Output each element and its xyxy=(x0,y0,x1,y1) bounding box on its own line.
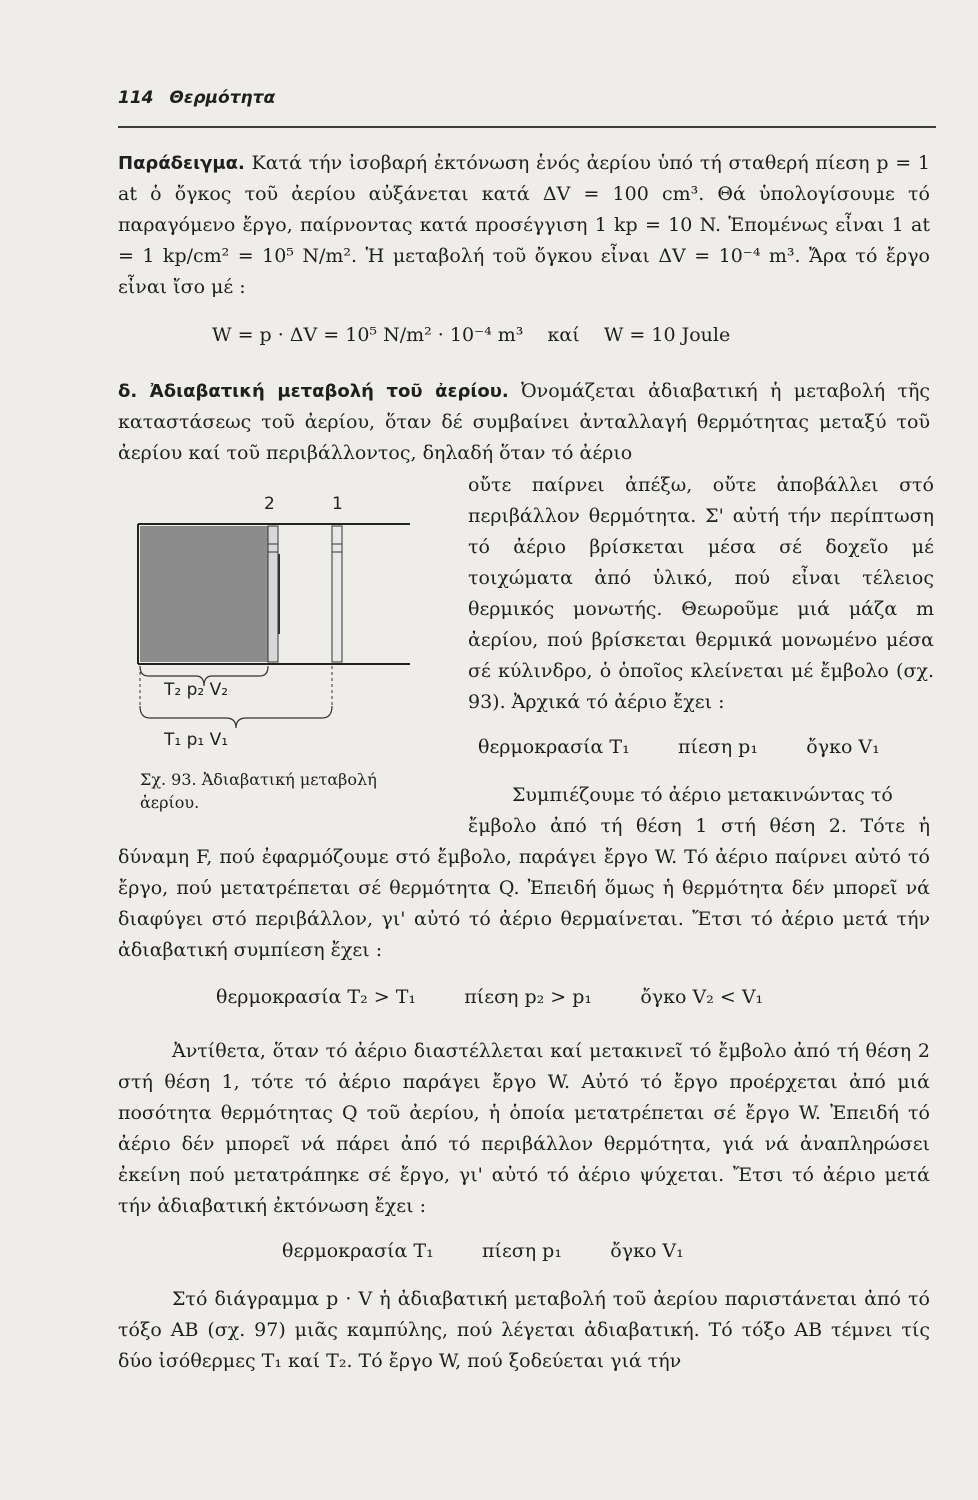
expansion-paragraph: Ἀντίθετα, ὅταν τό ἀέριο διαστέλλεται καί μετακινεῖ τό ἔμβολο ἀπό τή θέση 2 στή θέση 1, τότε τό ἀέριο παράγει ἔργο W. Αὐτό τό ἔργο προέρχεται ἀπό μιά ποσότητα θερμότητας Q τοῦ ἀερίου, ἡ ὁποία μετατρέπεται σέ ἔργο W. Ἐπειδή τό ἀέριο δέν μπορεῖ νά πάρει ἀπό τό περιβάλλον θερμότητα, γιά νά ἀναπληρώσει ἐκείνη πού μετατράπηκε σέ ἔργο, γι' αὐτό τό ἀέριο ψύχεται. Ἔτσι τό ἀέριο μετά τήν ἀδιαβατική ἐκτόνωση ἔχει : xyxy=(118,1040,930,1217)
header-rule xyxy=(118,126,936,128)
cylinder-diagram xyxy=(134,494,424,762)
example-text: Κατά τήν ἰσοβαρή ἐκτόνωση ἑνός ἀερίου ὑπό τή σταθερή πίεση p = 1 at ὁ ὄγκος τοῦ ἀερίου αὐξάνεται κατά ΔV = 100 cm³. Θά ὑπολογίσουμε τό παραγόμενο ἔργο, παίρνοντας κατά προσέγγιση 1 kp = 10 N. Ἑπομένως εἶναι 1 at = 1 kp/cm² = 10⁵ N/m². Ἡ μεταβολή τοῦ ὄγκου εἶναι ΔV = 10⁻⁴ m³. Ἄρα τό ἔργο εἶναι ἴσο μέ : xyxy=(118,152,930,298)
adiabatic-intro xyxy=(118,376,930,469)
diagram-paragraph: Στό διάγραμμα p · V ἡ ἀδιαβατική μεταβολή τοῦ ἀερίου παριστάνεται ἀπό τό τόξο AB (σχ. 97) μιᾶς καμπύλης, πού λέγεται ἀδιαβατική. Τό τόξο AB τέμνει τίς δύο ἰσόθερμες T₁ καί T₂. Τό ἔργο W, πού ξοδεύεται γιά τήν xyxy=(118,1288,930,1372)
state-after-expansion: θερμοκρασία T₁ πίεση p₁ ὄγκο V₁ xyxy=(282,1240,684,1262)
work-formula: W = p · ΔV = 10⁵ N/m² · 10⁻⁴ m³ καί W = 10 Joule xyxy=(212,324,731,346)
compression-paragraph: ἔμβολο ἀπό τή θέση 1 στή θέση 2. Τότε ἡ δύναμη F, πού ἐφαρμόζουμε στό ἔμβολο, παράγει ἔργο W. Τό ἀέριο παίρνει αὐτό τό ἔργο, πού μετατρέπεται σέ θερμότητα Q. Ἐπειδή ὅμως ἡ θερμότητα δέν μπορεῖ νά διαφύγει στό περιβάλλον, γι' αὐτό τό ἀέριο θερμαίνεται. Ἔτσι τό ἀέριο μετά τήν ἀδιαβατική συμπίεση ἔχει : xyxy=(118,815,930,961)
position-1-label: 1 xyxy=(332,494,343,514)
chapter-title: Θερμότητα xyxy=(169,88,276,108)
running-head xyxy=(118,88,275,108)
side-text: οὔτε παίρνει ἀπέξω, οὔτε ἀποβάλλει στό περιβάλλον θερμότητα. Σ' αὐτή τήν περίπτωση τό ἀέριο βρίσκεται μέσα σέ δοχεῖο μέ τοιχώματα ἀπό ὑλικό, πού εἶναι τέλειος θερμικός μονωτής. Θεωροῦμε μιά μάζα m ἀερίου, πού βρίσκεται θερμικά μονωμένο μέσα σέ κύλινδρο, ὁ ὁποῖος κλείνεται μέ ἔμβολο (σχ. 93). Ἀρχικά τό ἀέριο ἔχει : xyxy=(468,474,934,713)
position-2-label: 2 xyxy=(264,494,275,514)
piston-position-1 xyxy=(332,526,342,662)
brace-state-1 xyxy=(140,706,332,728)
example-paragraph xyxy=(118,148,930,303)
piston-position-2 xyxy=(268,526,278,662)
state-2-labels: T₂ p₂ V₂ xyxy=(164,680,229,700)
section-intro: Ὀνομάζεται ἀδιαβατική ἡ μεταβολή τῆς καταστάσεως τοῦ ἀερίου, ὅταν δέ συμβαίνει ἀνταλλαγή θερμότητας μεταξύ τοῦ ἀερίου καί τοῦ περιβάλλοντος, δηλαδή ὅταν τό ἀέριο xyxy=(118,380,930,464)
state-after-compression: θερμοκρασία T₂ > T₁ πίεση p₂ > p₁ ὄγκο V₂ < V₁ xyxy=(216,986,764,1008)
initial-state: θερμοκρασία T₁ πίεση p₁ ὄγκο V₁ xyxy=(478,736,880,758)
figure-caption: Σχ. 93. Ἀδιαβατική μεταβολή ἀερίου. xyxy=(140,770,377,812)
section-heading: δ. Ἀδιαβατική μεταβολή τοῦ ἀερίου. xyxy=(118,381,509,402)
figure-93 xyxy=(134,494,424,762)
state-1-labels: T₁ p₁ V₁ xyxy=(164,730,229,750)
gas-region xyxy=(140,526,268,662)
compress-lead: Συμπιέζουμε τό ἀέριο μετακινώντας τό xyxy=(512,784,893,806)
example-lead: Παράδειγμα. xyxy=(118,153,245,174)
page-number: 114 xyxy=(118,88,154,108)
